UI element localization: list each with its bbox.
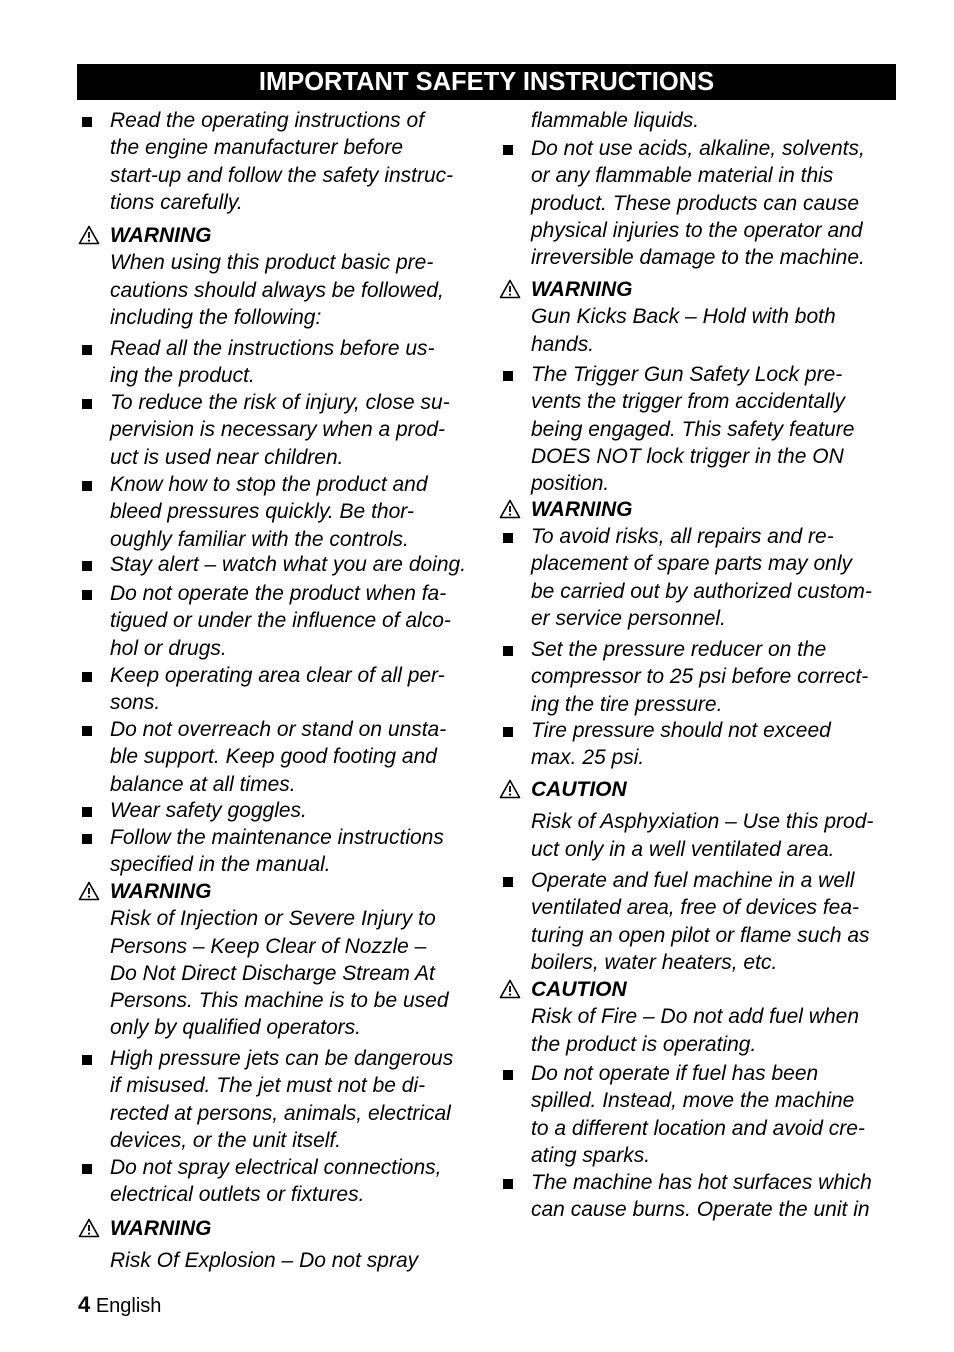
text-line: max. 25 psi. — [531, 746, 645, 770]
bullet-square-icon — [82, 1164, 92, 1174]
bullet-item — [499, 361, 931, 497]
text-line: Do not operate if fuel has been — [531, 1062, 819, 1085]
bullet-square-icon — [503, 877, 513, 887]
text-line: the engine manufacturer before — [110, 136, 404, 160]
text-line: ing the tire pressure. — [531, 692, 723, 716]
bullet-item — [78, 797, 510, 824]
text-line: if misused. The jet must not be di- — [110, 1074, 426, 1098]
text-line: pervision is necessary when a prod- — [110, 418, 445, 442]
bullet-item — [78, 1045, 510, 1154]
bullet-square-icon — [503, 371, 513, 381]
text-line: Do not spray electrical connections, — [110, 1156, 442, 1179]
text-line: position. — [531, 472, 610, 496]
text-line: Wear safety goggles. — [110, 799, 307, 822]
warning-title: WARNING — [531, 498, 633, 521]
text-line: er service personnel. — [531, 606, 726, 630]
text-line: irreversible damage to the machine. — [531, 246, 865, 270]
bullet-square-icon — [503, 646, 513, 656]
text-line: spilled. Instead, move the machine — [531, 1089, 855, 1113]
text-line: Gun Kicks Back – Hold with both — [531, 305, 836, 329]
warning-triangle-icon — [78, 1218, 100, 1238]
text-line: can cause burns. Operate the unit in — [531, 1198, 870, 1222]
warning-title: WARNING — [110, 1217, 212, 1240]
bullet-square-icon — [503, 533, 513, 543]
text-line: hol or drugs. — [110, 636, 227, 660]
text-line: rected at persons, animals, electrical — [110, 1101, 451, 1125]
bullet-item — [499, 523, 931, 632]
text-line: Set the pressure reducer on the — [531, 638, 827, 661]
text-line: Tire pressure should not exceed — [531, 719, 831, 742]
bullet-square-icon — [503, 727, 513, 737]
text-line: specified in the manual. — [110, 853, 331, 877]
footer-language: English — [95, 1295, 162, 1317]
bullet-item — [499, 636, 931, 718]
text-line: be carried out by authorized custom- — [531, 579, 872, 603]
text-line: hands. — [531, 332, 595, 356]
warning-block — [499, 276, 931, 358]
bullet-square-icon — [82, 807, 92, 817]
bullet-square-icon — [82, 399, 92, 409]
continued-text — [499, 107, 931, 134]
text-line: Risk of Fire – Do not add fuel when — [531, 1005, 860, 1029]
bullet-item — [499, 1060, 931, 1169]
bullet-square-icon — [82, 672, 92, 682]
text-line: the product is operating. — [531, 1032, 757, 1056]
text-line: oughly familiar with the controls. — [110, 527, 409, 551]
bullet-square-icon — [82, 590, 92, 600]
warning-block — [78, 1215, 510, 1275]
text-line: Stay alert – watch what you are doing. — [110, 553, 467, 576]
bullet-item — [78, 1154, 510, 1209]
text-line: ating sparks. — [531, 1143, 651, 1167]
text-line: physical injuries to the operator and — [531, 218, 863, 242]
warning-title: WARNING — [110, 224, 212, 247]
bullet-item — [78, 335, 510, 390]
warning-triangle-icon — [499, 979, 521, 999]
bullet-item — [499, 717, 931, 772]
warning-triangle-icon — [499, 279, 521, 299]
text-line: vents the trigger from accidentally — [531, 390, 845, 414]
bullet-item — [78, 107, 510, 216]
text-line: cautions should always be followed, — [110, 278, 444, 302]
bullet-square-icon — [82, 726, 92, 736]
bullet-square-icon — [82, 1055, 92, 1065]
bullet-item — [78, 471, 510, 553]
bullet-square-icon — [82, 481, 92, 491]
text-line: to a different location and avoid cre- — [531, 1116, 865, 1140]
text-line: being engaged. This safety feature — [531, 417, 855, 441]
text-line: tigued or under the influence of alco- — [110, 609, 451, 633]
bullet-item — [499, 1169, 931, 1224]
text-line: To avoid risks, all repairs and re- — [531, 525, 834, 548]
warning-block — [78, 878, 510, 1042]
text-line: Know how to stop the product and — [110, 473, 428, 496]
bullet-item — [78, 389, 510, 471]
text-line: High pressure jets can be dangerous — [110, 1047, 454, 1070]
text-line: only by qualified operators. — [110, 1016, 361, 1040]
text-line: ble support. Keep good footing and — [110, 745, 437, 769]
text-line: Keep operating area clear of all per- — [110, 664, 445, 687]
warning-triangle-icon — [499, 499, 521, 519]
warning-block — [78, 222, 510, 331]
bullet-square-icon — [503, 145, 513, 155]
text-line: flammable liquids. — [531, 109, 700, 132]
text-line: The Trigger Gun Safety Lock pre- — [531, 363, 843, 386]
caution-title: CAUTION — [531, 978, 627, 1001]
page-footer — [78, 1292, 161, 1318]
text-line: Risk Of Explosion – Do not spray — [110, 1249, 419, 1273]
warning-block — [499, 496, 931, 523]
text-line: When using this product basic pre- — [110, 251, 434, 275]
bullet-square-icon — [82, 834, 92, 844]
page-title: IMPORTANT SAFETY INSTRUCTIONS — [77, 64, 896, 100]
text-line: turing an open pilot or flame such as — [531, 923, 870, 947]
text-line: start-up and follow the safety instruc- — [110, 163, 454, 187]
caution-title: CAUTION — [531, 778, 627, 801]
text-line: Do not operate the product when fa- — [110, 582, 447, 605]
text-line: uct is used near children. — [110, 445, 344, 469]
caution-block — [499, 976, 931, 1058]
text-line: Follow the maintenance instructions — [110, 826, 444, 849]
warning-title: WARNING — [531, 278, 633, 301]
text-line: bleed pressures quickly. Be thor- — [110, 500, 414, 524]
bullet-item — [78, 716, 510, 798]
text-line: balance at all times. — [110, 772, 296, 796]
text-line: or any flammable material in this — [531, 164, 834, 188]
text-line: ventilated area, free of devices fea- — [531, 896, 860, 920]
text-line: compressor to 25 psi before correct- — [531, 665, 869, 689]
page-number: 4 — [78, 1292, 91, 1317]
warning-triangle-icon — [78, 225, 100, 245]
text-line: electrical outlets or fixtures. — [110, 1183, 365, 1207]
bullet-item — [499, 867, 931, 976]
text-line: Read the operating instructions of — [110, 109, 425, 132]
text-line: sons. — [110, 691, 161, 715]
text-line: uct only in a well ventilated area. — [531, 837, 835, 861]
text-line: placement of spare parts may only — [531, 552, 852, 576]
bullet-item — [78, 551, 510, 578]
warning-triangle-icon — [499, 779, 521, 799]
bullet-square-icon — [503, 1179, 513, 1189]
text-line: devices, or the unit itself. — [110, 1128, 342, 1152]
text-line: To reduce the risk of injury, close su- — [110, 391, 450, 414]
bullet-item — [78, 824, 510, 879]
text-line: including the following: — [110, 305, 322, 329]
bullet-item — [499, 135, 931, 271]
text-line: Persons – Keep Clear of Nozzle – — [110, 934, 427, 958]
caution-block — [499, 776, 931, 863]
warning-triangle-icon — [78, 881, 100, 901]
bullet-item — [78, 580, 510, 662]
text-line: Do not overreach or stand on unsta- — [110, 718, 447, 741]
bullet-item — [78, 662, 510, 717]
text-line: Risk of Injection or Severe Injury to — [110, 907, 436, 931]
text-line: boilers, water heaters, etc. — [531, 950, 778, 974]
bullet-square-icon — [82, 345, 92, 355]
text-line: ing the product. — [110, 364, 255, 388]
text-line: The machine has hot surfaces which — [531, 1171, 872, 1194]
text-line: Do Not Direct Discharge Stream At — [110, 961, 435, 985]
text-line: tions carefully. — [110, 190, 243, 214]
bullet-square-icon — [503, 1070, 513, 1080]
text-line: Risk of Asphyxiation – Use this prod- — [531, 810, 874, 834]
text-line: Read all the instructions before us- — [110, 337, 435, 360]
text-line: DOES NOT lock trigger in the ON — [531, 444, 844, 468]
text-line: Persons. This machine is to be used — [110, 989, 449, 1013]
text-line: Operate and fuel machine in a well — [531, 869, 855, 892]
bullet-square-icon — [82, 561, 92, 571]
text-line: Do not use acids, alkaline, solvents, — [531, 137, 865, 160]
bullet-square-icon — [82, 117, 92, 127]
warning-title: WARNING — [110, 880, 212, 903]
text-line: product. These products can cause — [531, 191, 860, 215]
